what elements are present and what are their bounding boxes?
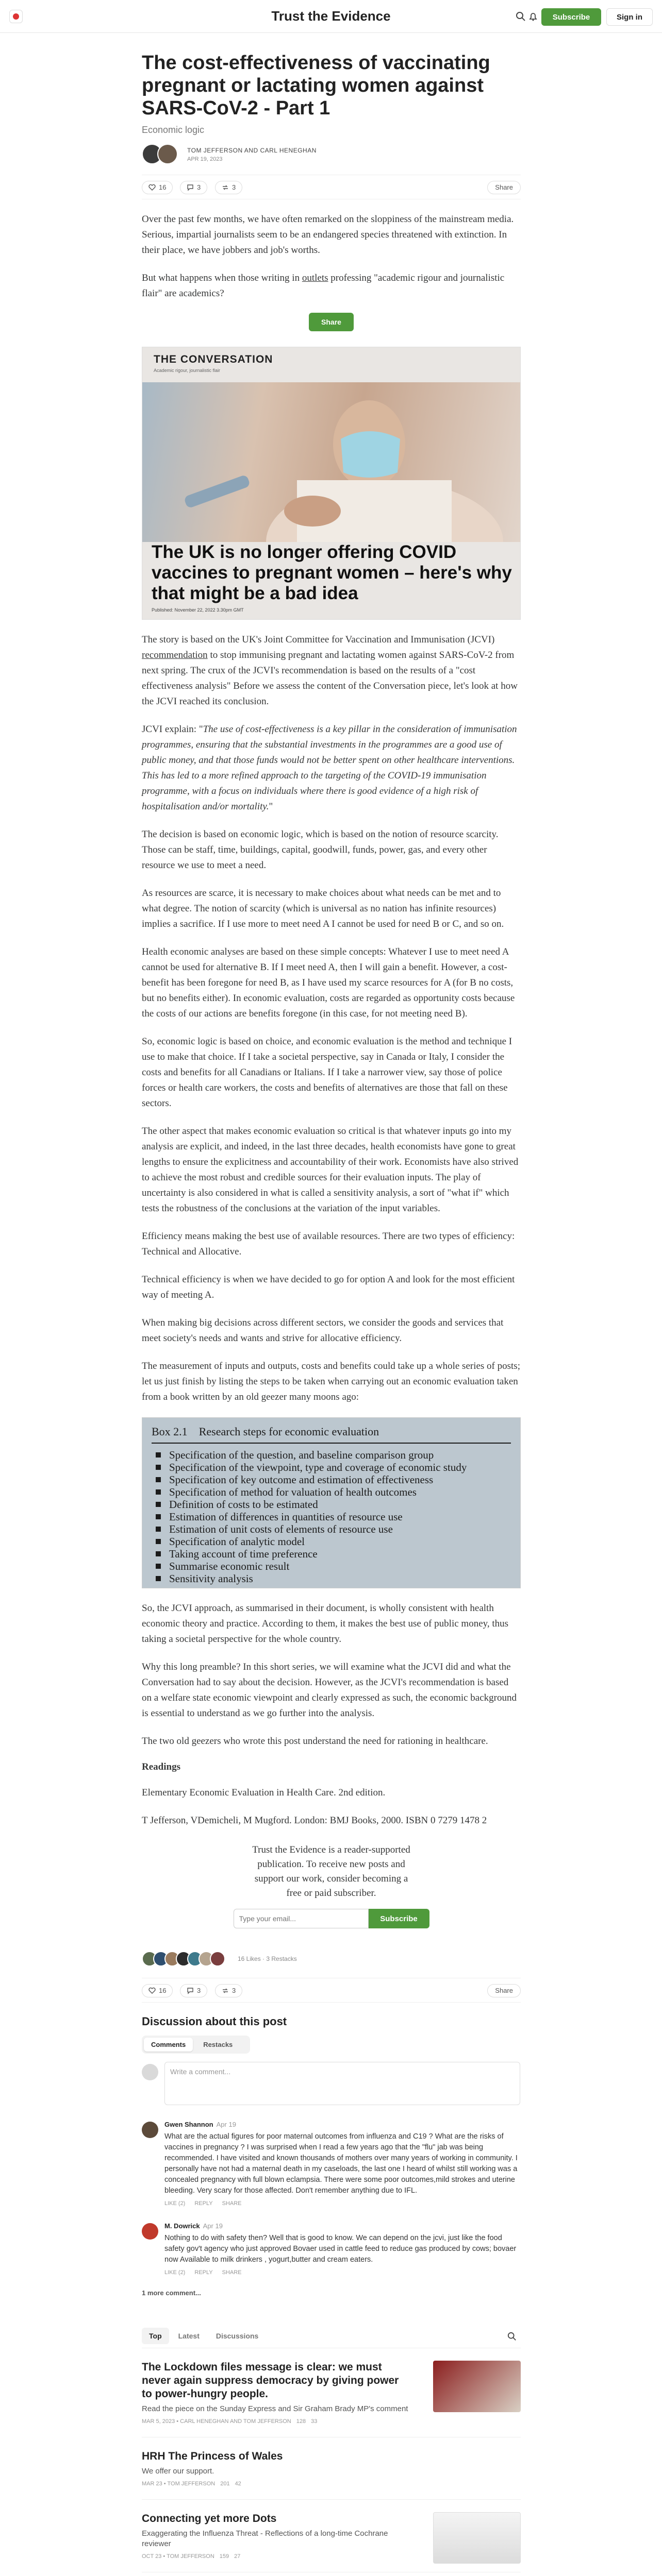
comment-share-button[interactable]: SHARE xyxy=(222,2200,242,2207)
comment-like-button[interactable]: LIKE (2) xyxy=(164,2200,186,2207)
tab-top[interactable]: Top xyxy=(142,2328,169,2344)
comment-reply-button[interactable]: REPLY xyxy=(194,2200,213,2207)
comment-reply-button[interactable]: REPLY xyxy=(194,2269,213,2276)
top-navbar xyxy=(0,0,662,33)
box-divider xyxy=(152,1443,511,1444)
share-row xyxy=(142,313,521,331)
paragraph-text: But what happens when those writing in xyxy=(142,273,302,283)
search-icon[interactable] xyxy=(516,11,526,22)
restack-button[interactable] xyxy=(215,1984,242,1997)
restack-count: 3 xyxy=(232,183,236,191)
restack-count: 3 xyxy=(232,1987,236,1994)
paragraph: Over the past few months, we have often remarked on the sloppiness of the mainstream media. Serious, impartial journalists seem to be an endangered species threatened with extinction. In their place, we have jobbers and job's worths. xyxy=(142,214,514,256)
commenter-name[interactable] xyxy=(164,2121,521,2128)
archive-post-thumbnail[interactable] xyxy=(433,2512,521,2564)
author-names[interactable]: TOM JEFFERSON AND CARL HENEGHAN xyxy=(187,147,317,154)
paragraph-text: The story is based on the UK's Joint Committee for Vaccination and Immunisation (JCVI) xyxy=(142,634,495,645)
like-count: 16 xyxy=(159,183,167,191)
email-input[interactable] xyxy=(234,1909,369,1928)
paragraph xyxy=(142,270,521,301)
conversation-brand: THE CONVERSATION xyxy=(154,353,273,365)
paragraph: So, economic logic is based on choice, and economic evaluation is the method and technique I use to make that choice. If I take a societal perspective, say in Canada or Italy, I consider the costs and benefits for all Canadians or Italians. If I take a narrower view, say those of police forces or health care workers, the costs and benefits of alternatives are those that fall on these sectors. xyxy=(142,1036,512,1109)
tab-comments[interactable]: Comments xyxy=(144,2038,193,2052)
archive-post-title[interactable]: The Lockdown files message is clear: we must never again suppress democracy by giving power to power-hungry people. xyxy=(142,2361,399,2400)
post-actions xyxy=(142,175,521,199)
bell-icon[interactable] xyxy=(528,11,538,22)
tab-latest[interactable]: Latest xyxy=(178,2332,200,2340)
comment-date: Apr 19 xyxy=(216,2121,236,2128)
box-step: Specification of key outcome and estimation of effectiveness xyxy=(152,1473,511,1486)
archive-post-byline: MAR 5, 2023 • CARL HENEGHAN AND TOM JEFFERSON xyxy=(142,2418,291,2425)
comment-share-button[interactable]: SHARE xyxy=(222,2269,242,2276)
post-subtitle: Economic logic xyxy=(142,125,205,135)
user-avatar xyxy=(142,2064,158,2080)
more-comments-link[interactable]: 1 more comment... xyxy=(142,2289,201,2297)
box-step: Specification of the question, and baseline comparison group xyxy=(152,1449,511,1461)
archive-post-subtitle: Read the piece on the Sunday Express and Sir Graham Brady MP's comment xyxy=(142,2404,408,2413)
reading-item: T Jefferson, VDemicheli, M Mugford. London: BMJ Books, 2000. ISBN 0 7279 1478 2 xyxy=(142,1815,487,1826)
box-step: Specification of method for valuation of health outcomes xyxy=(152,1486,511,1498)
discussion-tabs xyxy=(142,2036,250,2054)
archive-post[interactable] xyxy=(142,2500,521,2572)
restack-button[interactable] xyxy=(215,181,242,194)
share-button[interactable]: Share xyxy=(487,1984,521,1997)
box-step: Definition of costs to be estimated xyxy=(152,1498,511,1511)
post-date: APR 19, 2023 xyxy=(187,156,223,162)
comment-date: Apr 19 xyxy=(203,2222,223,2230)
commenter-avatar[interactable] xyxy=(142,2223,158,2240)
paragraph: Why this long preamble? In this short series, we will examine what the JCVI did and what the Conversation had to say about the decision. However, as the JCVI's recommendation is based on a welfare state economic viewpoint and clearly expressed as such, the economic background is essential to understand as we go further into the analysis. xyxy=(142,1662,517,1719)
restack-icon xyxy=(222,184,229,191)
paragraph: So, the JCVI approach, as summarised in their document, is wholly consistent with health economic theory and practice. According to them, it makes the best use of public money, thus taking a societal perspective for the whole country. xyxy=(142,1603,509,1645)
heart-icon xyxy=(148,1987,156,1994)
cta-subscribe-button[interactable]: Subscribe xyxy=(369,1909,429,1928)
paragraph-text: JCVI explain: " xyxy=(142,724,203,735)
archive-post-title[interactable]: Connecting yet more Dots xyxy=(142,2513,277,2524)
paragraph: Efficiency means making the best use of available resources. There are two types of efficiency: Technical and Allocative. xyxy=(142,1231,515,1257)
commenter-name[interactable] xyxy=(164,2222,521,2230)
post-actions-bottom xyxy=(142,1978,521,2003)
paragraph: The measurement of inputs and outputs, costs and benefits could take up a whole series of posts; let us just finish by listing the steps to be taken when carrying out an economic evaluation taken from a book written by an old geezer many moons ago: xyxy=(142,1361,520,1402)
readings-heading: Readings xyxy=(142,1761,180,1772)
conversation-article-image[interactable] xyxy=(142,347,521,620)
conversation-published-date: Published: November 22, 2022 3.30pm GMT xyxy=(152,607,244,613)
subscribe-form xyxy=(234,1909,429,1928)
archive-post-comments[interactable]: 33 xyxy=(311,2418,318,2425)
cta-text: Trust the Evidence is a reader-supported publication. To receive new posts and support our work, consider becoming a free or paid subscriber. xyxy=(252,1844,410,1899)
likes-summary[interactable]: 16 Likes · 3 Restacks xyxy=(238,1955,297,1962)
archive-post-thumbnail[interactable] xyxy=(433,2361,521,2412)
conversation-headline: The UK is no longer offering COVID vaccines to pregnant women – here's why that might be a bad idea xyxy=(152,542,512,603)
vaccination-photo xyxy=(142,382,521,542)
comment-count: 3 xyxy=(197,183,201,191)
comment-input[interactable]: Write a comment... xyxy=(164,2062,520,2105)
like-count: 16 xyxy=(159,1987,167,1994)
comment-like-button[interactable]: LIKE (2) xyxy=(164,2269,186,2276)
comment-button[interactable] xyxy=(180,181,207,194)
reading-item: Elementary Economic Evaluation in Health Care. 2nd edition. xyxy=(142,1787,386,1798)
outlets-link[interactable]: outlets xyxy=(302,273,328,283)
paragraph: The two old geezers who wrote this post understand the need for rationing in healthcare. xyxy=(142,1736,488,1747)
comment-text: What are the actual figures for poor maternal outcomes from influenza and C19 ? What are the risks of vaccines in pregnancy ? I was surprised when I read a few years ago that the "flu" jab was being recommended. I have visited and known thousands of mothers over many years of working in community. I personally have not had a maternal death in my caseloads, the last one I heard of whilst still working was a concealed pregnancy with full blown eclampsia. There were some poor outcomes,mild strokes and uterine bleeding. Very scary for those affected. Don't remember anything due to IFL. xyxy=(164,2132,518,2195)
archive-section xyxy=(142,2328,521,2576)
author-avatar[interactable] xyxy=(157,144,178,164)
comment-actions xyxy=(164,2269,521,2276)
box-step: Taking account of time preference xyxy=(152,1548,511,1560)
paragraph: Health economic analyses are based on these simple concepts: Whatever I use to meet need A cannot be used for alternative B. If I meet need A, then I will gain a benefit. However, a cost-benefit has been foregone for need B, as I have used my scarce resources for A (for B no costs, but no benefits either). In economic evaluation, costs are regarded as opportunity costs because the costs of our actions are benefits foregone (in this case, for not meeting need B). xyxy=(142,946,515,1019)
paragraph: The other aspect that makes economic evaluation so critical is that whatever inputs go into my analysis are explicit, and indeed, in the last three decades, health economists have gone to great lengths to ensure the explicitness and accountability of their work. Economists have also strived to achieve the most robust and credible sources for their evaluation inputs. The play of uncertainty is also considered in what is called a sensitivity analysis, a sort of "what if" which tests the robustness of the conclusions at the variation of the input variables. xyxy=(142,1126,519,1214)
box-step: Estimation of unit costs of elements of resource use xyxy=(152,1523,511,1535)
like-button[interactable] xyxy=(142,181,173,194)
commenter-name-text[interactable]: M. Dowrick xyxy=(164,2222,200,2230)
archive-post-comments[interactable]: 27 xyxy=(234,2553,241,2560)
header-subscribe-button[interactable]: Subscribe xyxy=(541,8,601,26)
liker-avatar[interactable] xyxy=(210,1951,225,1967)
paragraph-text: to stop immunising pregnant and lactating women against SARS-CoV-2 from next spring. The crux of the JCVI's recommendation is based on the results of a "cost effectiveness analysis" Before we assess the content of the Conversation piece, let's look at how the JCVI reached its conclusion. xyxy=(142,650,518,707)
post-body xyxy=(142,212,521,1828)
likers-row xyxy=(142,1949,521,1970)
archive-post[interactable] xyxy=(142,2437,521,2500)
search-icon[interactable] xyxy=(507,2332,517,2341)
archive-post-likes[interactable]: 201 xyxy=(220,2481,230,2487)
comment-text: Nothing to do with safety then? Well that is good to know. We can depend on the jcvi, just like the food safety gov't agency who just approved Bovaer used in cattle feed to reduce gas produced by cows; bovaer now Available to milk drinkers , yogurt,butter and cream eaters. xyxy=(164,2234,517,2264)
article xyxy=(142,52,521,2576)
paragraph: As resources are scarce, it is necessary to make choices about what needs can be met and to what degree. The notion of scarcity (which is universal as no nation has infinite resources) implies a sacrifice. If I use more to meet need A I cannot be used for need B or C, and so on. xyxy=(142,888,504,929)
box-step: Specification of the viewpoint, type and coverage of economic study xyxy=(152,1461,511,1473)
box-step: Estimation of differences in quantities of resource use xyxy=(152,1511,511,1523)
archive-post-byline: OCT 23 • TOM JEFFERSON xyxy=(142,2553,214,2560)
site-title[interactable]: Trust the Evidence xyxy=(271,8,391,24)
archive-post-meta xyxy=(142,2418,521,2425)
paragraph-text: " xyxy=(269,801,273,812)
paragraph xyxy=(142,722,521,815)
comment-count: 3 xyxy=(197,1987,201,1994)
box-heading xyxy=(152,1425,511,1438)
jcvi-quote: The use of cost-effectiveness is a key pillar in the consideration of immunisation programmes, ensuring that the substantial investments in the programmes are a good use of public money, and that those funds would not be better spent on other healthcare interventions. This has led to a more refined approach to the targeting of the COVID-19 immunisation programme, with a focus on individuals where there is good evidence of a high risk of hospitalisation and/or mortality. xyxy=(142,724,517,812)
archive-post[interactable] xyxy=(142,2348,521,2437)
box-2-1-image[interactable] xyxy=(142,1417,521,1588)
paragraph-text: professing "academic rigour and journalistic flair" are academics? xyxy=(142,273,505,299)
like-button[interactable] xyxy=(142,1984,173,1997)
pregnant-woman-photo-illustration xyxy=(142,382,521,542)
archive-post-title[interactable]: HRH The Princess of Wales xyxy=(142,2450,283,2462)
comment xyxy=(142,2121,521,2207)
comment-compose xyxy=(142,2062,521,2105)
paragraph: Technical efficiency is when we have decided to go for option A and look for the most efficient way of meeting A. xyxy=(142,1274,515,1300)
comment-button[interactable] xyxy=(180,1984,207,1997)
archive-post-subtitle: We offer our support. xyxy=(142,2467,214,2476)
archive-post-likes[interactable]: 128 xyxy=(296,2418,306,2425)
box-step: Summarise economic result xyxy=(152,1560,511,1572)
box-step: Specification of analytic model xyxy=(152,1535,511,1548)
paragraph: The decision is based on economic logic, which is based on the notion of resource scarcity. Those can be staff, time, buildings, capital, goodwill, funds, power, gas, and every other resource we use to meet a need. xyxy=(142,829,499,871)
paragraph xyxy=(142,632,521,709)
post-title: The cost-effectiveness of vaccinating pregnant or lactating women against SARS-CoV-2 - Part 1 xyxy=(142,52,490,119)
commenter-avatar[interactable] xyxy=(142,2122,158,2138)
recommendation-link[interactable]: recommendation xyxy=(142,650,208,660)
archive-tabs xyxy=(142,2328,521,2348)
archive-post-subtitle: Exaggerating the Influenza Threat - Reflections of a long-time Cochrane reviewer xyxy=(142,2529,388,2548)
box-step: Sensitivity analysis xyxy=(152,1572,511,1585)
paragraph: When making big decisions across different sectors, we consider the goods and services that meet society's needs and wants and strive for allocative efficiency. xyxy=(142,1317,504,1344)
signin-button[interactable]: Sign in xyxy=(606,8,653,26)
restack-icon xyxy=(222,1987,229,1994)
heart-icon xyxy=(148,184,156,191)
byline xyxy=(142,144,521,166)
comment xyxy=(142,2222,521,2276)
comment-icon xyxy=(187,1987,194,1994)
comment-icon xyxy=(187,184,194,191)
archive-post-meta xyxy=(142,2481,521,2487)
box-title: Research steps for economic evaluation xyxy=(198,1425,379,1438)
inline-share-button[interactable]: Share xyxy=(309,313,354,331)
conversation-tagline: Academic rigour, journalistic flair xyxy=(154,368,221,373)
archive-post-likes[interactable]: 159 xyxy=(219,2553,229,2560)
tab-restacks[interactable]: Restacks xyxy=(203,2041,233,2048)
discussion-heading: Discussion about this post xyxy=(142,2015,287,2028)
subscribe-cta xyxy=(142,1843,521,1928)
tab-discussions[interactable]: Discussions xyxy=(216,2332,259,2340)
archive-post-byline: MAR 23 • TOM JEFFERSON xyxy=(142,2481,216,2487)
share-button[interactable]: Share xyxy=(487,181,521,194)
box-label: Box 2.1 xyxy=(152,1425,188,1438)
archive-post-comments[interactable]: 42 xyxy=(235,2481,241,2487)
commenter-name-text[interactable]: Gwen Shannon xyxy=(164,2121,213,2128)
comment-actions xyxy=(164,2200,521,2207)
